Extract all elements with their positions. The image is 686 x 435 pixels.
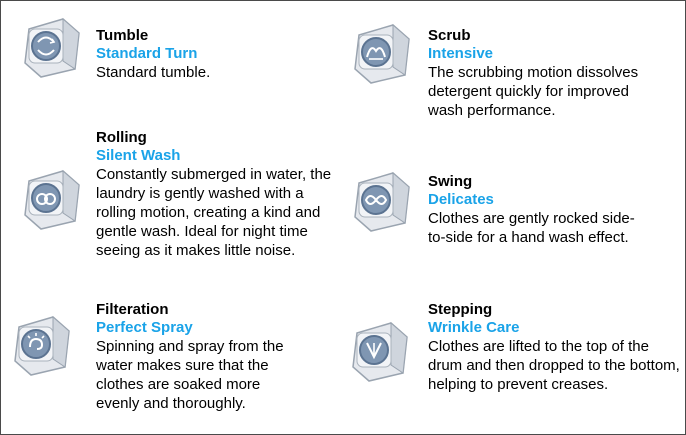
motion-subtitle: Wrinkle Care [428,319,520,336]
rolling-icon [19,167,83,231]
motion-title: Rolling [96,129,147,146]
motion-subtitle: Silent Wash [96,147,181,164]
motion-tumble [19,15,329,95]
motion-title: Filteration [96,301,169,318]
tumble-icon [19,15,83,79]
motion-title: Stepping [428,301,493,318]
motion-title: Tumble [96,27,149,44]
motion-subtitle: Delicates [428,191,494,208]
motion-stepping [347,299,681,419]
motion-swing [349,161,679,261]
motion-scrub [349,15,679,125]
swing-icon [349,169,413,233]
motion-subtitle: Perfect Spray [96,319,193,336]
motion-subtitle: Standard Turn [96,45,198,62]
motion-description: Clothes are gently rocked side-to-side for a hand wash effect. [428,210,635,246]
stepping-icon [347,319,411,383]
motion-rolling [19,127,349,267]
motion-title: Scrub [428,27,471,44]
motion-subtitle: Intensive [428,45,494,62]
motion-description: The scrubbing motion dissolves detergent quickly for improved wash performance. [428,64,639,119]
motion-description: Clothes are lifted to the top of the drum and then dropped to the bottom, helping to prevent creases. [428,338,680,393]
motion-filteration [9,299,339,419]
motion-title: Swing [428,173,473,190]
filteration-icon [9,313,73,377]
motion-description: Standard tumble. [96,64,211,81]
motion-description: Spinning and spray from the water makes sure that the clothes are soaked more evenly and thoroughly. [96,338,284,412]
motion-description: Constantly submerged in water, the laundry is gently washed with a rolling motion, creating a kind and gentle wash. Ideal for night time seeing as it makes little noise. [96,166,332,259]
scrub-icon [349,21,413,85]
